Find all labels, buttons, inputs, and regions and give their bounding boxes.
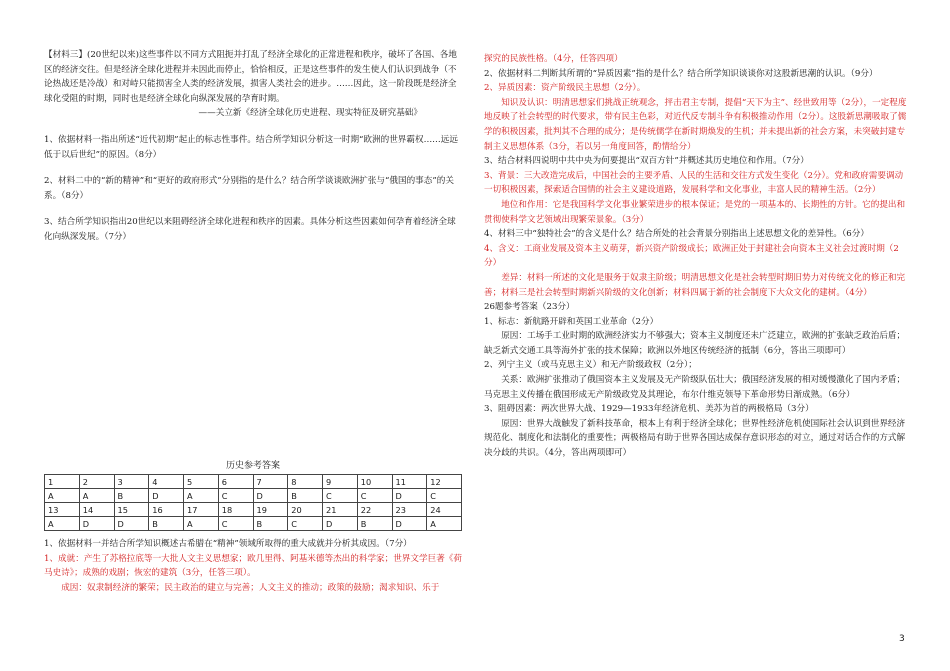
q26-answer-2-relation: 关系：欧洲扩张推动了俄国资本主义发展及无产阶级队伍壮大；俄国经济发展的相对缓慢激化了国内矛盾；马克思主义传播在俄国形成无产阶级政党及其理论，布尔什维克领导下革命形势日渐成熟。（6分） bbox=[484, 375, 906, 400]
answer-table-row bbox=[45, 503, 462, 517]
answer-2-knowledge: 知识及认识：明清思想家们挑战正统观念，抨击君主专制，提倡“天下为主”、经世致用等（2分），一定程度地反映了社会转型的时代要求，带有民主色彩，对近代反专制斗争有积极推动作用（2分）。这股新思潮吸取了儒学的积极因素，批判其不合理的成分；是传统儒学在新时期焕发的生机；并未提出新的社会方案，未突破封建专制主义思想体系（3分，若以另一角度回答，酌情给分） bbox=[484, 97, 907, 152]
answer-1-achievement: 1、成就：产生了苏格拉底等一大批人文主义思想家；欧几里得、阿基米德等杰出的科学家；世界文学巨著《荷马史诗》；成熟的戏剧；恢宏的建筑（3分，任答三项）。 bbox=[44, 553, 462, 579]
answer-table-cell: 3 bbox=[114, 475, 149, 489]
answer-table-cell: 6 bbox=[218, 475, 253, 489]
answer-table-cell: 13 bbox=[45, 503, 80, 517]
answer-table-cell: C bbox=[357, 489, 392, 503]
answer-table-cell: 21 bbox=[323, 503, 358, 517]
answer-table-cell: 16 bbox=[149, 503, 184, 517]
answer-table-cell: B bbox=[114, 489, 149, 503]
answer-3-background: 3、背景：三大改造完成后，中国社会的主要矛盾、人民的生活和交往方式发生变化（2分）。党和政府需要调动一切积极因素，探索适合国情的社会主义建设道路，发展科学和文化事业，丰富人民的精神生活。（2分） bbox=[484, 170, 904, 196]
answer-1-cause-cont: 探究的民族性格。（4分，任答四项） bbox=[484, 54, 623, 64]
question-4-material: 4、材料三中“独特社会”的含义是什么？结合所处的社会背景分别指出上述思想文化的差异性。（6分） bbox=[484, 229, 869, 240]
answer-table-cell: 23 bbox=[392, 503, 427, 517]
question-3: 3、结合所学知识指出20世纪以来阻碍经济全球化进程和秩序的因素。具体分析这些因素如何孕育着经济全球化向纵深发展。（7分） bbox=[44, 217, 456, 242]
answer-table-cell: D bbox=[392, 517, 427, 531]
answer-table-block bbox=[44, 458, 462, 531]
answer-table-cell: 7 bbox=[253, 475, 288, 489]
answer-table-cell: 17 bbox=[184, 503, 219, 517]
answer-3-status: 地位和作用：它是我国科学文化事业繁荣进步的根本保证；是党的一项基本的、长期性的方针。它的提出和贯彻使科学文艺领域出现繁荣景象。（3分） bbox=[484, 199, 906, 225]
answer-4-difference: 差异：材料一所述的文化是服务于奴隶主阶级；明清思想文化是社会转型时期旧势力对传统文化的修正和完善；材料三是社会转型时期新兴阶级的文化创新；材料四属于新的社会制度下大众文化的建树。（4分） bbox=[484, 272, 906, 298]
answer-table-cell: D bbox=[392, 489, 427, 503]
answer-2-factor: 2、异质因素：资产阶级民主思想（2分）。 bbox=[484, 83, 646, 94]
page-number: 3 bbox=[899, 634, 905, 644]
answer-table-cell: 4 bbox=[149, 475, 184, 489]
q26-answer-1-reason: 原因：工场手工业时期的欧洲经济实力不够强大；资本主义制度还未广泛建立，欧洲的扩张缺乏政治后盾；缺乏新式交通工具等海外扩张的技术保障；欧洲以外地区传统经济的抵制（6分，答出三项即可） bbox=[484, 331, 906, 356]
answer-table-cell: D bbox=[114, 517, 149, 531]
answer-table-cell: 11 bbox=[392, 475, 427, 489]
answer-table-cell: 2 bbox=[79, 475, 114, 489]
answer-table-cell: B bbox=[253, 517, 288, 531]
q26-answer-heading: 26题参考答案（23分） bbox=[484, 302, 575, 313]
answer-table-cell: A bbox=[45, 517, 80, 531]
answer-table-cell: C bbox=[323, 489, 358, 503]
q26-answer-3: 3、阻碍因素：两次世界大战、1929—1933年经济危机、美苏为首的两极格局（3分） bbox=[484, 404, 814, 415]
answer-table-row bbox=[45, 489, 462, 503]
answer-table-cell: C bbox=[427, 489, 462, 503]
answer-table-cell: C bbox=[218, 489, 253, 503]
answer-table-cell: A bbox=[427, 517, 462, 531]
question-2-material: 2、依据材料二判断其所谓的“异质因素”指的是什么？结合所学知识谈谈你对这股新思潮的认识。（9分） bbox=[484, 68, 878, 79]
answer-table-cell: 20 bbox=[288, 503, 323, 517]
question-1: 1、依据材料一指出所述“近代初期”起止的标志性事件。结合所学知识分析这一时期“欧洲的世界霸权……远远低于以后世纪”的原因。（8分） bbox=[44, 134, 458, 160]
answer-table-cell: A bbox=[184, 517, 219, 531]
answer-table-title: 历史参考答案 bbox=[225, 461, 280, 471]
right-column bbox=[484, 52, 909, 461]
answer-table-cell: B bbox=[288, 489, 323, 503]
answer-table-cell: B bbox=[149, 517, 184, 531]
answer-table-cell: 18 bbox=[218, 503, 253, 517]
q26-answer-2: 2、列宁主义（或马克思主义）和无产阶级政权（2分）； bbox=[484, 360, 697, 371]
answer-table-cell: 24 bbox=[427, 503, 462, 517]
q26-answer-3-reason: 原因：世界大战触发了新科技革命，根本上有利于经济全球化；世界性经济危机使国际社会认识到世界经济规范化、制度化和法制化的重要性；两极格局有助于世界各国达成保存意识形态的对立，通过对话合作的方式解决分歧的共识。（4分，答出两项即可） bbox=[484, 418, 906, 459]
left-column bbox=[44, 48, 462, 245]
answer-table-cell: D bbox=[323, 517, 358, 531]
answer-4-meaning: 4、含义：工商业发展及资本主义萌芽，新兴资产阶级成长；欧洲正处于封建社会向资本主义社会过渡时期（2分） bbox=[484, 243, 899, 269]
answer-table-cell: D bbox=[79, 517, 114, 531]
answer-table-cell: B bbox=[357, 517, 392, 531]
answer-table-cell: 8 bbox=[288, 475, 323, 489]
answer-table-cell: A bbox=[79, 489, 114, 503]
answer-table-cell: C bbox=[288, 517, 323, 531]
question-2: 2、材料二中的“新的精神”和“更好的政府形式”分别指的是什么？结合所学谈谈欧洲扩张与“俄国的事态”的关系。（8分） bbox=[44, 176, 454, 201]
answer-question-1: 1、依据材料一并结合所学知识概述古希腊在“精神”领域所取得的重大成就并分析其成因。（7分） bbox=[44, 539, 412, 549]
answer-table-cell: D bbox=[149, 489, 184, 503]
answer-1-cause: 成因：奴隶制经济的繁荣；民主政治的建立与完善；人文主义的推动；政策的鼓励；渴求知识、乐于 bbox=[61, 582, 440, 593]
answer-table-cell: 5 bbox=[184, 475, 219, 489]
answer-table-cell: 12 bbox=[427, 475, 462, 489]
answer-table-cell: A bbox=[45, 489, 80, 503]
answer-table-cell: A bbox=[184, 489, 219, 503]
question-3-material: 3、结合材料四说明中共中央为何要提出“双百方针”并概述其历史地位和作用。（7分） bbox=[484, 156, 809, 167]
answer-table-cell: C bbox=[218, 517, 253, 531]
answer-table-cell: D bbox=[253, 489, 288, 503]
answer-table bbox=[44, 474, 462, 531]
answer-table-cell: 1 bbox=[45, 475, 80, 489]
answer-table-cell: 19 bbox=[253, 503, 288, 517]
answer-table-cell: 10 bbox=[357, 475, 392, 489]
answer-table-cell: 14 bbox=[79, 503, 114, 517]
q26-answer-1-mark: 1、标志：新航路开辟和英国工业革命（2分） bbox=[484, 316, 659, 327]
material-source: ——关立新《经济全球化历史进程、现实特征及研究基础》 bbox=[198, 108, 422, 119]
left-answers bbox=[44, 537, 462, 595]
answer-table-row bbox=[45, 517, 462, 531]
material-three: 【材料三】(20世纪以来)这些事件以不同方式阻扼并打乱了经济全球化的正常进程和秩序，破坏了各国、各地区的经济交往。但是经济全球化进程并未因此而停止，恰恰相反，正是这些事件的发生使人们认识到战争（不论热战还是冷战）和对峙只能损害全人类的经济发展，损害人类社会的进步。……因此，这一阶段既是经济全球化受阻的时期，同时也是经济全球化向纵深发展的孕育时期。 bbox=[44, 50, 457, 104]
answer-table-row bbox=[45, 475, 462, 489]
answer-table-cell: 15 bbox=[114, 503, 149, 517]
answer-table-cell: 22 bbox=[357, 503, 392, 517]
answer-table-cell: 9 bbox=[323, 475, 358, 489]
